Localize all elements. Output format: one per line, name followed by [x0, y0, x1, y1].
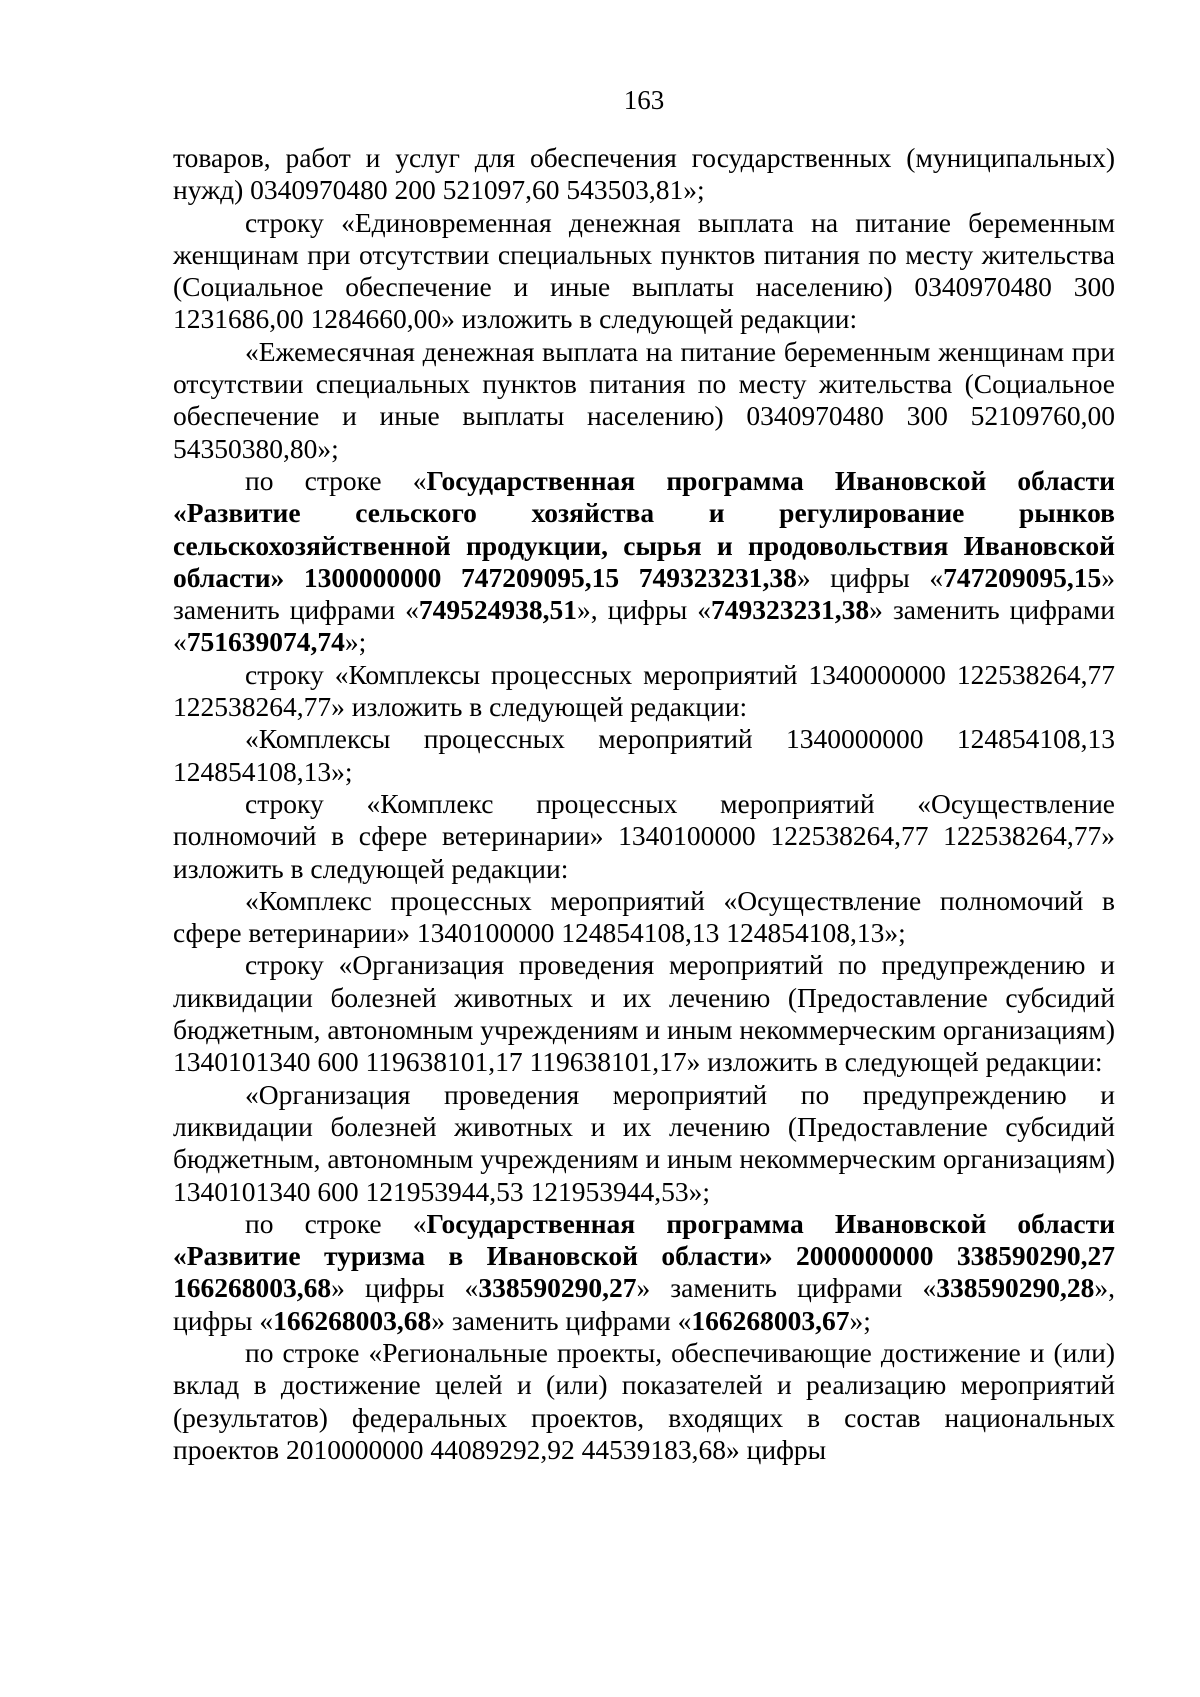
- paragraph: [173, 723, 1115, 788]
- paragraph: [173, 885, 1115, 950]
- text-run: »;: [344, 626, 367, 658]
- paragraph: [173, 1337, 1115, 1466]
- text-run: по строке «: [245, 1207, 427, 1239]
- text-run: строку «Комплекс процессных мероприятий «Осуществление полномочий в сфере ветеринарии» 1340100000 122538264,77 122538264,77» изложить в следующей редакции:: [173, 787, 1115, 884]
- page-number: 163: [623, 85, 665, 115]
- paragraph: [173, 465, 1115, 659]
- bold-text-run: Государственная программа Ивановской области «Развитие туризма в Ивановской области» 2000000000 338590290,27 166268003,68: [173, 1207, 1115, 1304]
- bold-text-run: 338590290,28: [936, 1272, 1095, 1304]
- text-run: » заменить цифрами «: [636, 1272, 937, 1304]
- bold-text-run: 747209095,15: [943, 561, 1102, 593]
- text-run: », цифры «: [577, 594, 711, 626]
- text-run: строку «Организация проведения мероприятий по предупреждению и ликвидации болезней животных и их лечению (Предоставление субсидий бюджетным, автономным учреждениям и иным некоммерческим организациям) 1340101340 600 119638101,17 119638101,17» изложить в следующей редакции:: [173, 949, 1115, 1078]
- paragraph: [173, 788, 1115, 885]
- bold-text-run: 749323231,38: [711, 594, 870, 626]
- paragraph: [173, 207, 1115, 336]
- text-run: » заменить цифрами «: [431, 1304, 692, 1336]
- paragraph: [173, 1079, 1115, 1208]
- bold-text-run: 749524938,51: [418, 594, 578, 626]
- text-run: » заменить цифрами «: [173, 594, 1116, 658]
- paragraph: [173, 336, 1115, 465]
- bold-text-run: 751639074,74: [186, 626, 345, 658]
- text-run: «Организация проведения мероприятий по предупреждению и ликвидации болезней животных и их лечению (Предоставление субсидий бюджетным, автономным учреждениям и иным некоммерческим организациям) 1340101340 600 121953944,53 121953944,53»;: [173, 1078, 1115, 1207]
- text-run: »;: [849, 1304, 871, 1336]
- bold-text-run: 338590290,27: [478, 1272, 637, 1304]
- text-run: », цифры «: [173, 1272, 1115, 1336]
- text-run: по строке «Региональные проекты, обеспечивающие достижение и (или) вклад в достижение целей и (или) показателей и реализацию мероприятий (результатов) федеральных проектов, входящих в состав национальных проектов 2010000000 44089292,92 44539183,68» цифры: [173, 1336, 1115, 1465]
- text-run: «Комплекс процессных мероприятий «Осуществление полномочий в сфере ветеринарии» 1340100000 124854108,13 124854108,13»;: [173, 884, 1115, 949]
- text-run: » заменить цифрами «: [173, 561, 1115, 626]
- paragraph: [173, 659, 1115, 724]
- text-run: «Ежемесячная денежная выплата на питание беременным женщинам при отсутствии специальных пунктов питания по месту жительства (Социальное обеспечение и иные выплаты населению) 0340970480 300 52109760,00 54350380,80»;: [173, 335, 1115, 464]
- bold-text-run: Государственная программа Ивановской области «Развитие сельского хозяйства и регулирование рынков сельскохозяйственной продукции, сырья и продовольствия Ивановской области» 1300000000 747209095,15 749323231,38: [173, 464, 1115, 593]
- text-run: по строке «: [245, 464, 427, 496]
- bold-text-run: 166268003,68: [273, 1304, 432, 1336]
- paragraph: [173, 1208, 1115, 1337]
- paragraph: [173, 142, 1115, 207]
- text-run: » цифры «: [331, 1272, 479, 1304]
- text-run: строку «Единовременная денежная выплата на питание беременным женщинам при отсутствии специальных пунктов питания по месту жительства (Социальное обеспечение и иные выплаты населению) 0340970480 300 1231686,00 1284660,00» изложить в следующей редакции:: [173, 206, 1115, 335]
- paragraph: [173, 949, 1115, 1078]
- bold-text-run: 166268003,67: [691, 1304, 850, 1336]
- text-run: товаров, работ и услуг для обеспечения государственных (муниципальных) нужд) 0340970480 200 521097,60 543503,81»;: [173, 142, 1115, 206]
- document-body: [173, 142, 1115, 1466]
- text-run: «Комплексы процессных мероприятий 1340000000 124854108,13 124854108,13»;: [173, 723, 1115, 787]
- text-run: » цифры «: [796, 561, 944, 593]
- text-run: строку «Комплексы процессных мероприятий 1340000000 122538264,77 122538264,77» изложить в следующей редакции:: [173, 658, 1115, 723]
